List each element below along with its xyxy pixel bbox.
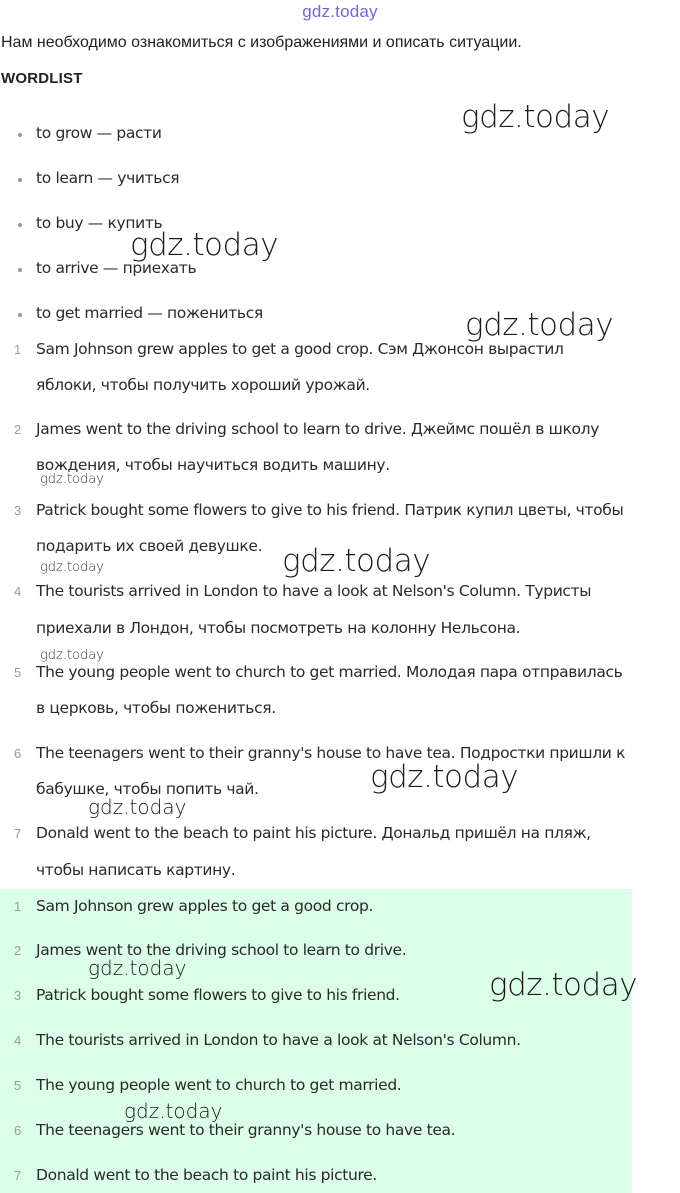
item-number: 2 — [14, 943, 22, 958]
bullet-icon — [18, 313, 22, 317]
sentence-line: The teenagers went to their granny's house to have tea. Подростки пришли к — [36, 744, 626, 762]
sentence-line: Sam Johnson grew apples to get a good crop. Сэм Джонсон вырастил — [36, 340, 564, 358]
watermark: gdz.today — [282, 543, 431, 579]
item-number: 3 — [14, 503, 22, 518]
wordlist-entry: to buy — купить — [36, 214, 163, 232]
item-number: 4 — [14, 584, 22, 599]
wordlist-entry: to learn — учиться — [36, 169, 180, 187]
item-number: 4 — [14, 1033, 22, 1048]
sentence-line: The young people went to church to get married. Молодая пара отправилась — [36, 663, 623, 681]
watermark: gdz.today — [40, 472, 104, 487]
translation-line: в церковь, чтобы пожениться. — [36, 699, 276, 717]
bullet-icon — [18, 178, 22, 182]
item-number: 7 — [14, 1168, 22, 1183]
watermark: gdz.today — [40, 560, 104, 575]
watermark: gdz.today — [88, 956, 187, 980]
answer-sentence: James went to the driving school to learn to drive. — [36, 941, 407, 959]
translation-line: яблоки, чтобы получить хороший урожай. — [36, 376, 370, 394]
top-watermark: gdz.today — [302, 2, 378, 21]
bullet-icon — [18, 133, 22, 137]
wordlist-entry: to grow — расти — [36, 124, 162, 142]
item-number: 5 — [14, 665, 22, 680]
translation-line: подарить их своей девушке. — [36, 537, 263, 555]
watermark: gdz.today — [130, 227, 279, 263]
item-number: 6 — [14, 1123, 22, 1138]
translation-line: чтобы написать картину. — [36, 861, 236, 879]
item-number: 2 — [14, 422, 22, 437]
answer-sentence: The young people went to church to get married. — [36, 1076, 402, 1094]
wordlist-entry: to get married — пожениться — [36, 304, 263, 322]
watermark: gdz.today — [88, 795, 187, 819]
answer-sentence: Sam Johnson grew apples to get a good crop. — [36, 897, 374, 915]
translation-line: приехали в Лондон, чтобы посмотреть на колонну Нельсона. — [36, 619, 521, 637]
intro-text: Нам необходимо ознакомиться с изображениями и описать ситуации. — [1, 34, 522, 51]
item-number: 1 — [14, 342, 22, 357]
watermark: gdz.today — [40, 648, 104, 663]
bullet-icon — [18, 268, 22, 272]
wordlist-entry: to arrive — приехать — [36, 259, 197, 277]
item-number: 6 — [14, 746, 22, 761]
item-number: 1 — [14, 899, 22, 914]
translation-line: вождения, чтобы научиться водить машину. — [36, 456, 390, 474]
watermark: gdz.today — [370, 759, 519, 795]
item-number: 7 — [14, 826, 22, 841]
answer-sentence: Patrick bought some flowers to give to his friend. — [36, 986, 400, 1004]
sentence-line: James went to the driving school to learn to drive. Джеймс пошёл в школу — [36, 420, 600, 438]
watermark: gdz.today — [489, 967, 638, 1003]
answer-sentence: Donald went to the beach to paint his picture. — [36, 1166, 377, 1184]
sentence-line: The tourists arrived in London to have a look at Nelson's Column. Туристы — [36, 582, 592, 600]
watermark: gdz.today — [124, 1099, 223, 1123]
watermark: gdz.today — [461, 99, 610, 135]
translation-line: бабушке, чтобы попить чай. — [36, 780, 259, 798]
item-number: 3 — [14, 988, 22, 1003]
sentence-line: Donald went to the beach to paint his picture. Дональд пришёл на пляж, — [36, 824, 591, 842]
item-number: 5 — [14, 1078, 22, 1093]
sentence-line: Patrick bought some flowers to give to his friend. Патрик купил цветы, чтобы — [36, 501, 624, 519]
answer-sentence: The tourists arrived in London to have a look at Nelson's Column. — [36, 1031, 521, 1049]
bullet-icon — [18, 223, 22, 227]
wordlist-heading: WORDLIST — [1, 70, 83, 87]
answer-sentence: The teenagers went to their granny's house to have tea. — [36, 1121, 456, 1139]
watermark: gdz.today — [465, 307, 614, 343]
